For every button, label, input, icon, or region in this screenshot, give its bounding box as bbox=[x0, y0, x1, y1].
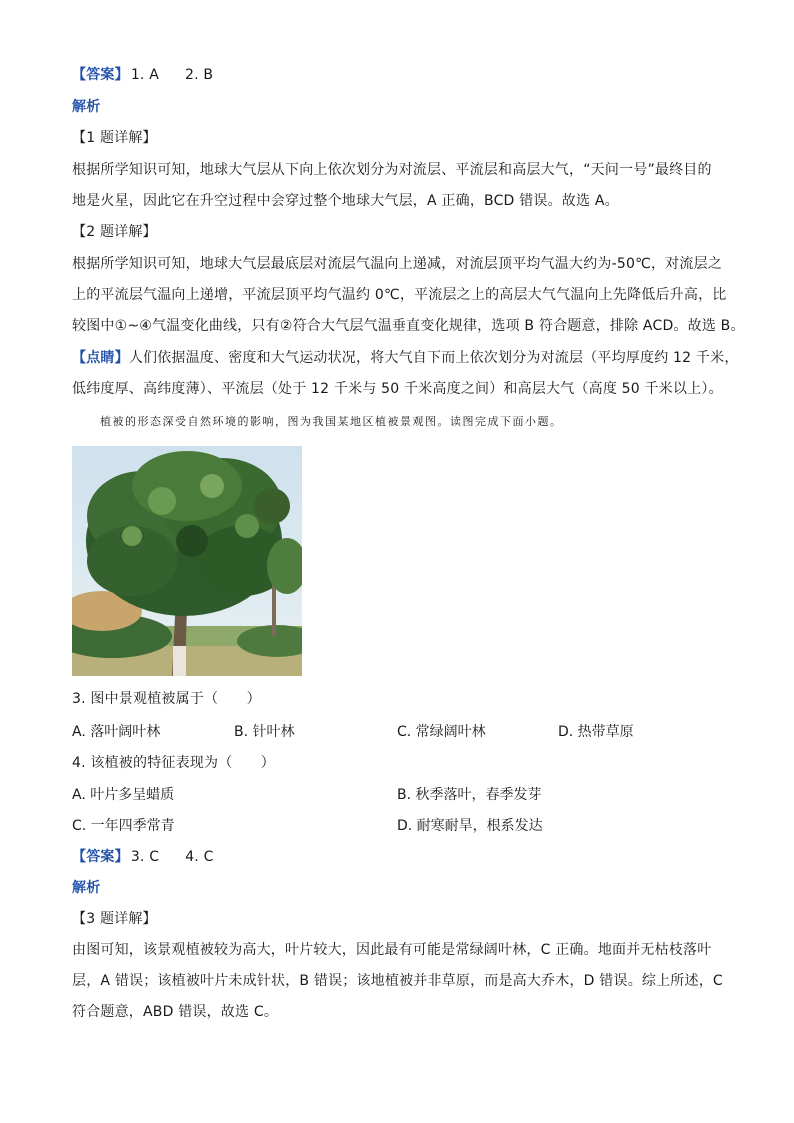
question-detail-title: 【3 题详解】 bbox=[72, 911, 157, 927]
answer-tag: 【答案】 bbox=[72, 67, 129, 83]
question-detail-title: 【1 题详解】 bbox=[72, 130, 157, 146]
paragraph-line: 根据所学知识可知，地球大气层最底层对流层气温向上递减，对流层顶平均气温大约为-50℃，对流层之 bbox=[72, 256, 722, 272]
paragraph-line: 地是火星，因此它在升空过程中会穿过整个地球大气层，A 正确，BCD 错误。故选 A。 bbox=[72, 193, 619, 209]
option-a: A. 落叶阔叶林 bbox=[72, 724, 161, 740]
option-c: C. 一年四季常青 bbox=[72, 818, 175, 834]
option-b: B. 秋季落叶，春季发芽 bbox=[397, 787, 542, 803]
option-b: B. 针叶林 bbox=[234, 724, 295, 740]
question-detail-title: 【2 题详解】 bbox=[72, 224, 157, 240]
paragraph-line: 低纬度厚、高纬度薄）、平流层（处于 12 千米与 50 千米高度之间）和高层大气（高度 50 千米以上）。 bbox=[72, 381, 723, 397]
paragraph-line: 根据所学知识可知，地球大气层从下向上依次划分为对流层、平流层和高层大气，“天问一号”最终目的 bbox=[72, 162, 712, 178]
answer-value: 3. C bbox=[130, 849, 160, 865]
answer-value: 4. C bbox=[185, 849, 214, 865]
question-stem: 3. 图中景观植被属于（ ） bbox=[72, 691, 261, 707]
answer-value: 2. B bbox=[185, 67, 214, 83]
answer-line-1 bbox=[72, 65, 213, 85]
tip-text: 人们依据温度、密度和大气运动状况，将大气自下而上依次划分为对流层（平均厚度约 12 千米， bbox=[128, 350, 739, 366]
question-stem: 4. 该植被的特征表现为（ ） bbox=[72, 755, 276, 771]
tip-tag: 【点睛】 bbox=[72, 350, 129, 366]
tip-line bbox=[72, 348, 739, 368]
paragraph-line: 上的平流层气温向上递增，平流层顶平均气温约 0℃，平流层之上的高层大气气温向上先降低后升高，比 bbox=[72, 287, 727, 303]
paragraph-line: 由图可知，该景观植被较为高大，叶片较大，因此最有可能是常绿阔叶林，C 正确。地面并无枯枝落叶 bbox=[72, 942, 712, 958]
analysis-heading: 解析 bbox=[72, 880, 101, 896]
broadleaf-tree-photo bbox=[72, 446, 302, 676]
option-d: D. 耐寒耐旱，根系发达 bbox=[397, 818, 543, 834]
paragraph-line: 符合题意，ABD 错误，故选 C。 bbox=[72, 1004, 279, 1020]
paragraph-line: 层，A 错误；该植被叶片未成针状，B 错误；该地植被并非草原，而是高大乔木，D 错误。综上所述，C bbox=[72, 973, 723, 989]
option-d: D. 热带草原 bbox=[558, 724, 634, 740]
paragraph-line: 较图中①~④气温变化曲线，只有②符合大气层气温垂直变化规律，选项 B 符合题意，排除 ACD。故选 B。 bbox=[72, 318, 745, 334]
question-intro: 植被的形态深受自然环境的影响，图为我国某地区植被景观图。读图完成下面小题。 bbox=[100, 415, 563, 428]
option-c: C. 常绿阔叶林 bbox=[397, 724, 486, 740]
option-a: A. 叶片多呈蜡质 bbox=[72, 787, 175, 803]
answer-value: 1. A bbox=[130, 67, 159, 83]
analysis-heading: 解析 bbox=[72, 99, 101, 115]
answer-tag: 【答案】 bbox=[72, 849, 129, 865]
answer-line-2 bbox=[72, 847, 214, 867]
